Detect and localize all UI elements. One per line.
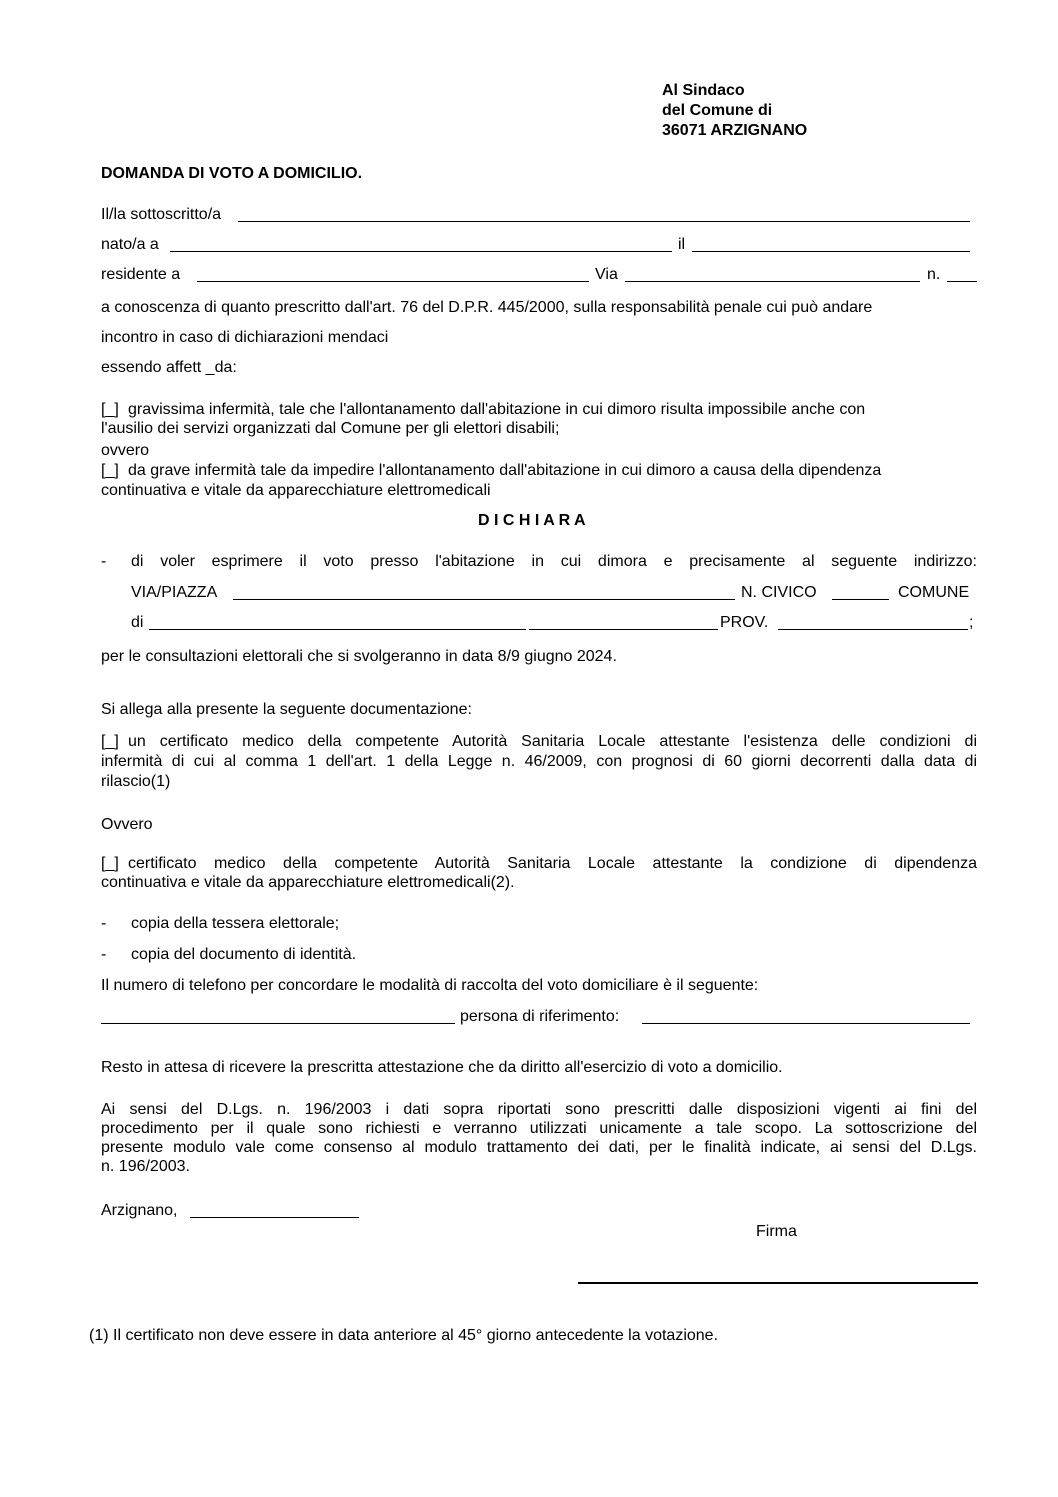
doc-1-checkbox[interactable]: [_] — [101, 733, 119, 750]
signature-label: Firma — [756, 1223, 797, 1240]
place-label: Arzignano, — [101, 1202, 178, 1219]
privacy-line-2: procedimento per il quale sono richiesti e verranno utilizzati unicamente a tale scopo. La sottoscrizione del — [101, 1120, 977, 1137]
via-piazza-input-line[interactable] — [233, 599, 735, 600]
or-cap-separator: Ovvero — [101, 816, 153, 833]
footnote: (1) Il certificato non deve essere in data anteriore al 45° giorno antecedente la votazione. — [89, 1327, 719, 1344]
privacy-line-1: Ai sensi del D.Lgs. n. 196/2003 i dati sopra riportati sono prescritti dalle disposizioni vigenti ai fini del — [101, 1101, 977, 1118]
condition-2-line-1: da grave infermità tale da impedire l'allontanamento dall'abitazione in cui dimoro a causa della dipendenza — [128, 462, 882, 479]
docs-list-dash-1: - — [101, 915, 107, 932]
docs-list-item-2: copia del documento di identità. — [131, 946, 357, 963]
or-separator: ovvero — [101, 442, 150, 459]
signature-input-line[interactable] — [578, 1282, 978, 1284]
doc-2-line-1: certificato medico della competente Autorità Sanitaria Locale attestante la condizione di dipendenza — [128, 855, 977, 872]
vote-at-home-text: di voler esprimere il voto presso l'abitazione in cui dimora e precisamente al seguente indirizzo: — [131, 553, 977, 570]
numero-input-line[interactable] — [947, 281, 977, 282]
doc-1-line-1: un certificato medico della competente Autorità Sanitaria Locale attestante l'esistenza delle condizioni di — [128, 733, 977, 750]
condition-2-checkbox[interactable]: [_] — [101, 462, 119, 479]
privacy-line-4: n. 196/2003. — [101, 1158, 190, 1175]
condition-2-line-2: continuativa e vitale da apparecchiature elettromedicali — [101, 482, 491, 499]
comune-label: COMUNE — [898, 584, 970, 601]
doc-2-checkbox[interactable]: [_] — [101, 855, 119, 872]
residente-label: residente a — [101, 266, 181, 283]
civico-label: N. CIVICO — [741, 584, 817, 601]
doc-1-line-2: infermità di cui al comma 1 dell'art. 1 della Legge n. 46/2009, con prognosi di 60 giorni decorrenti dalla data di — [101, 753, 977, 770]
awareness-line-2: incontro in caso di dichiarazioni mendaci — [101, 329, 389, 346]
consultations-text: per le consultazioni elettorali che si svolgeranno in data 8/9 giugno 2024. — [101, 648, 617, 665]
di-label: di — [131, 614, 144, 631]
docs-list-item-1: copia della tessera elettorale; — [131, 915, 340, 932]
awareness-line-1: a conoscenza di quanto prescritto dall'art. 76 del D.P.R. 445/2000, sulla responsabilità penale cui può andare — [101, 299, 873, 316]
prov-semicolon: ; — [969, 614, 974, 631]
addressee-line-3: 36071 ARZIGNANO — [662, 122, 808, 139]
addressee-line-2: del Comune di — [662, 102, 773, 119]
condition-1-line-2: l'ausilio dei servizi organizzati dal Comune per gli elettori disabili; — [101, 420, 560, 437]
civico-input-line[interactable] — [832, 599, 889, 600]
via-input-line[interactable] — [625, 281, 920, 282]
reference-person-input-line[interactable] — [642, 1023, 970, 1024]
doc-1-line-3: rilascio(1) — [101, 773, 171, 790]
document-title: DOMANDA DI VOTO A DOMICILIO. — [101, 165, 363, 182]
attached-intro: Si allega alla presente la seguente documentazione: — [101, 701, 472, 718]
sottoscritto-label: Il/la sottoscritto/a — [101, 206, 222, 223]
comune-extra-input-line[interactable] — [529, 629, 718, 630]
il-label: il — [678, 236, 686, 253]
prov-label: PROV. — [720, 614, 769, 631]
sottoscritto-input-line[interactable] — [238, 221, 970, 222]
condition-1-line-1: gravissima infermità, tale che l'allontanamento dall'abitazione in cui dimoro risulta impossibile anche con — [128, 401, 866, 418]
comune-input-line[interactable] — [149, 629, 526, 630]
residence-input-line[interactable] — [197, 281, 589, 282]
addressee-line-1: Al Sindaco — [662, 82, 745, 99]
nato-label: nato/a a — [101, 236, 159, 253]
condition-1-checkbox[interactable]: [_] — [101, 401, 119, 418]
doc-2-line-2: continuativa e vitale da apparecchiature elettromedicali(2). — [101, 874, 515, 891]
privacy-line-3: presente modulo vale come consenso al modulo trattamento dei dati, per le finalità indicate, ai sensi del D.Lgs. — [101, 1139, 977, 1156]
declares-heading: D I C H I A R A — [478, 512, 586, 529]
date-input-line[interactable] — [190, 1217, 359, 1218]
prov-input-line[interactable] — [778, 629, 968, 630]
birthplace-input-line[interactable] — [170, 251, 672, 252]
reference-person-label: persona di riferimento: — [460, 1008, 620, 1025]
docs-list-dash-2: - — [101, 946, 107, 963]
phone-input-line[interactable] — [101, 1023, 455, 1024]
birthdate-input-line[interactable] — [692, 251, 970, 252]
via-piazza-label: VIA/PIAZZA — [131, 584, 218, 601]
waiting-text: Resto in attesa di ricevere la prescritta attestazione che da diritto all'esercizio di voto a domicilio. — [101, 1059, 783, 1076]
vote-dash: - — [101, 553, 107, 570]
numero-label: n. — [927, 266, 941, 283]
via-label: Via — [595, 266, 618, 283]
phone-intro: Il numero di telefono per concordare le modalità di raccolta del voto domiciliare è il seguente: — [101, 977, 759, 994]
affected-label: essendo affett _da: — [101, 359, 237, 376]
